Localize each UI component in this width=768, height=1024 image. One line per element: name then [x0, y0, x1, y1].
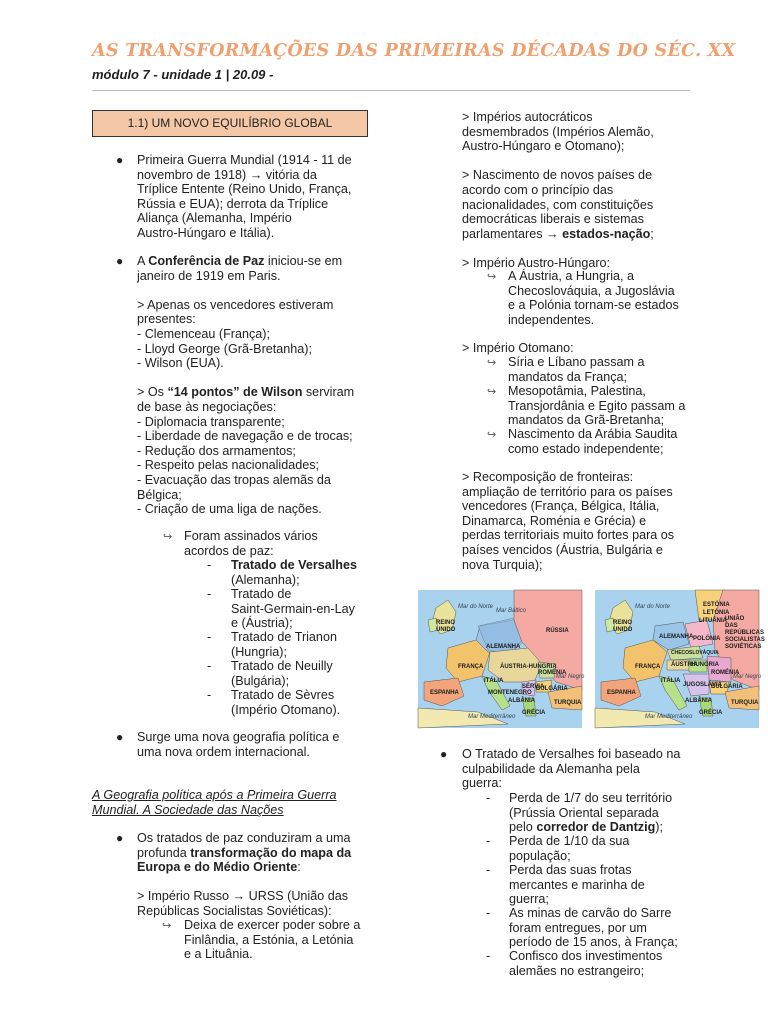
text-line: (Bulgária); [231, 673, 290, 688]
paragraph-austria-hungary [508, 269, 708, 327]
map-label: ÁUSTRIA [671, 662, 698, 668]
bullet-icon: ● [116, 153, 124, 167]
dash-bullet-icon: - [486, 834, 491, 848]
map-label: ALEMANHA [659, 634, 694, 640]
paragraph-ottoman-title [462, 341, 712, 356]
text-line: - Evacuação das tropas alemãs da [137, 472, 331, 487]
text-line: Síria e Líbano passam a [508, 355, 645, 369]
map-europe-after-war [595, 590, 765, 728]
text-line: - Wilson (EUA). [137, 356, 224, 371]
text-line: Perda das suas frotas [509, 863, 632, 877]
map-label: ESTÓNIA [703, 602, 730, 608]
text-line: Surge uma nova geografia política e [137, 730, 340, 744]
map-label: REINO UNIDO [613, 620, 633, 633]
map-label: ESPANHA [430, 690, 459, 696]
text-line: Nascimento da Arábia Saudita [508, 427, 678, 441]
text-line: presentes: [137, 312, 196, 327]
paragraph-ww1 [137, 153, 377, 241]
text-line: Os tratados de paz conduziram a uma [137, 831, 351, 845]
map-label: Mar Mediterrâneo [468, 714, 516, 720]
text-line: países vencidos (Áustria, Bulgária e [462, 542, 663, 557]
text-line [137, 846, 377, 861]
arrow-bullet-icon: ↪ [162, 920, 172, 932]
text-span: profunda [137, 845, 191, 860]
text-line: Foram assinados vários [184, 529, 318, 543]
paragraph-treaties-intro [184, 529, 374, 558]
map-label: UNIÃO DAS REPÚBLICAS SOCIALISTAS SOVIÉTICAS [725, 616, 765, 650]
text-line: (Império Otomano). [231, 702, 341, 717]
text-line: janeiro de 1919 em Paris. [137, 268, 281, 283]
text-span: A [137, 254, 149, 268]
text-line: - Respeito pelas nacionalidades; [137, 458, 320, 473]
dash-bullet-icon: - [486, 949, 491, 963]
text-line: Perda de 1/10 da sua [509, 834, 630, 848]
text-line: > Recomposição de fronteiras: [462, 470, 634, 484]
paragraph-ottoman-mesopotamia [508, 384, 708, 428]
map-label: FRANÇA [458, 664, 484, 670]
text-line: Checoslováquia, a Jugoslávia [508, 283, 675, 298]
map-label: ÁUSTRIA-HUNGRIA [500, 664, 557, 670]
versailles-saar [509, 906, 719, 950]
map-label: Mar Negro [556, 674, 585, 680]
text-line: de base às negociações: [137, 399, 277, 414]
text-span: > Os [137, 385, 168, 400]
map-after-graphic [595, 590, 765, 728]
text-line: acordos de paz: [184, 543, 274, 558]
text-line: Finlândia, a Estónia, a Letónia [184, 932, 354, 947]
map-label: GRÉCIA [522, 710, 546, 716]
text-line: Austro-Húngaro e Itália). [137, 225, 275, 240]
versailles-investments [509, 949, 719, 978]
arrow-bullet-icon: ↪ [163, 531, 173, 543]
map-label: ALBÂNIA [508, 698, 535, 704]
paragraph-map-transformation [137, 831, 377, 919]
treaty-saint-germain [231, 587, 381, 631]
text-line: Transjordânia e Egito passam a [508, 398, 686, 413]
arrow-bullet-icon: ↪ [487, 429, 497, 441]
map-label: TURQUIA [731, 700, 759, 706]
text-line: alemães no estrangeiro; [509, 963, 645, 978]
text-line: foram entregues, por um [509, 920, 647, 935]
map-label: ESPANHA [607, 690, 636, 696]
text-line: nacionalidades, com constituições [462, 197, 654, 212]
arrow-bullet-icon: ↪ [487, 271, 497, 283]
text-line: > Império Russo → URSS (União das [137, 889, 349, 904]
text-line: Confisco dos investimentos [509, 949, 663, 963]
treaty-versailles [231, 558, 381, 587]
map-label: ALEMANHA [486, 644, 521, 650]
text-line: guerra: [462, 776, 502, 791]
text-line: Deixa de exercer poder sobre a [184, 918, 361, 932]
text-line: Perda de 1/7 do seu território [509, 791, 673, 805]
paragraph-peace-conference [137, 254, 377, 517]
text-line: desmembrados (Impérios Alemão, [462, 124, 654, 139]
document-subtitle: módulo 7 - unidade 1 | 20.09 - [92, 67, 274, 82]
text-line: - Liberdade de navegação e de trocas; [137, 429, 353, 444]
text-line: - Criação de uma liga de nações. [137, 502, 322, 517]
versailles-population [509, 834, 719, 863]
text-line: Tratado de Trianon [231, 630, 337, 644]
text-line: Tratado de Neuilly [231, 659, 333, 673]
text-line: O Tratado de Versalhes foi baseado na [462, 747, 681, 761]
text-span: ); [655, 820, 663, 835]
text-line: > Império Otomano: [462, 341, 574, 355]
map-label: ROMÉNIA [711, 670, 740, 676]
text-span: iniciou-se em [264, 254, 343, 268]
map-europe-before-war [418, 590, 585, 728]
dash-bullet-icon: - [486, 863, 491, 877]
bullet-icon: ● [116, 254, 124, 268]
text-line: mandatos da Grã-Bretanha; [508, 413, 665, 428]
paragraph-versailles-basis [462, 747, 722, 791]
header-divider [92, 90, 690, 91]
text-span: pelo [509, 820, 537, 835]
text-line: Mundial. A Sociedade das Nações [92, 802, 284, 817]
text-line: vencedores (França, Bélgica, Itália, [462, 499, 660, 514]
text-line: > Nascimento de novos países de [462, 168, 653, 183]
bold-term: “14 pontos” de Wilson [167, 385, 303, 400]
bold-term: estados-nação [562, 226, 651, 241]
arrow-bullet-icon: ↪ [487, 357, 497, 369]
text-line: democráticas liberais e sistemas [462, 212, 644, 227]
text-line: perdas territoriais muito fortes para os [462, 528, 675, 543]
text-line: Tratado de Sèvres [231, 688, 335, 702]
text-line: > Império Austro-Húngaro: [462, 255, 611, 270]
subheading-political-geography [92, 788, 382, 817]
text-span: ; [650, 226, 654, 241]
text-line: e (Áustria); [231, 616, 293, 631]
text-line: período de 15 anos, à França; [509, 935, 678, 950]
bold-term: Europa e do Médio Oriente [137, 860, 298, 875]
text-line: acordo com o princípio das [462, 182, 614, 197]
text-line: (Hungria); [231, 644, 287, 659]
text-line: mercantes e marinha de [509, 877, 645, 892]
text-line: Rússia e EUA); derrota da Tríplice [137, 196, 329, 211]
text-line: e a Lituânia. [184, 947, 253, 962]
text-line: > Apenas os vencedores estiveram [137, 297, 334, 312]
bold-term: Tratado de Versalhes [231, 558, 357, 572]
text-line [137, 385, 377, 400]
text-line: A Áustria, a Hungria, a [508, 269, 635, 283]
map-label: ALBÂNIA [685, 698, 712, 704]
text-line: Repúblicas Socialistas Soviéticas): [137, 903, 332, 918]
text-line: população; [509, 848, 571, 863]
text-line: - Clemenceau (França); [137, 326, 270, 341]
text-line [137, 860, 377, 875]
text-line: - Redução dos armamentos; [137, 443, 296, 458]
text-line: (Alemanha); [231, 572, 300, 587]
map-label: TURQUIA [554, 700, 582, 706]
versailles-territory [509, 791, 719, 835]
text-line: Bélgica; [137, 487, 182, 502]
bold-term: corredor de Dantzig [536, 820, 656, 835]
treaty-sevres [231, 688, 381, 717]
text-line: (Prússia Oriental separada [509, 805, 659, 820]
text-line: - Lloyd George (Grã-Bretanha); [137, 341, 312, 356]
paragraph-new-geography [137, 730, 377, 759]
map-label: Mar Mediterrâneo [645, 714, 693, 720]
bullet-icon: ● [440, 747, 448, 761]
bullet-icon: ● [116, 831, 124, 845]
text-line: A Geografia política após a Primeira Guerra [92, 788, 337, 802]
text-line: como estado independente; [508, 441, 664, 456]
section-heading [92, 110, 368, 137]
text-line [137, 254, 377, 269]
text-line [509, 820, 719, 835]
text-span: serviram [302, 385, 355, 400]
map-label: MONTENEGRO [488, 690, 532, 696]
arrow-bullet-icon: ↪ [487, 386, 497, 398]
text-line: culpabilidade da Alemanha pela [462, 761, 640, 776]
paragraph-ottoman-syria [508, 355, 708, 384]
map-label: FRANÇA [635, 664, 661, 670]
section-heading-label: 1.1) UM NOVO EQUILÍBRIO GLOBAL [127, 116, 333, 131]
dash-bullet-icon: - [207, 587, 212, 601]
treaty-trianon [231, 630, 381, 659]
text-line: Saint-Germain-en-Lay [231, 601, 355, 616]
text-line: > Impérios autocráticos [462, 110, 593, 124]
versailles-fleets [509, 863, 719, 907]
text-span: : [297, 860, 301, 875]
map-label: Mar Negro [733, 674, 762, 680]
text-line: uma nova ordem internacional. [137, 744, 310, 759]
text-line: Aliança (Alemanha, Império [137, 211, 292, 226]
paragraph-ottoman-saudi [508, 427, 708, 456]
text-line: e a Polónia tornam-se estados [508, 298, 679, 313]
text-line [462, 227, 712, 242]
map-label: HUNGRIA [691, 662, 719, 668]
text-line: As minas de carvão do Sarre [509, 906, 672, 920]
text-line: ampliação de território para os países [462, 484, 673, 499]
text-line: Tríplice Entente (Reino Unido, França, [137, 182, 352, 197]
map-label: BULGÁRIA [711, 684, 743, 690]
map-label: REINO UNIDO [436, 620, 456, 633]
map-label: RÚSSIA [546, 628, 569, 634]
map-label: LETÓNIA [703, 610, 730, 616]
text-line: Austro-Húngaro e Otomano); [462, 139, 625, 154]
map-label: Mar Báltico [496, 608, 527, 614]
bullet-icon: ● [116, 730, 124, 744]
text-line: Tratado de [231, 587, 292, 601]
map-label: JUGOSLÁVIA [683, 682, 723, 688]
map-label: BULGÁRIA [536, 686, 568, 692]
dash-bullet-icon: - [486, 791, 491, 805]
paragraph-russia-loss [184, 918, 379, 962]
bold-term: Conferência de Paz [148, 254, 265, 268]
map-label: ITÁLIA [484, 678, 504, 684]
text-line: Primeira Guerra Mundial (1914 - 11 de [137, 153, 352, 167]
map-label: Mar do Norte [458, 604, 494, 610]
map-label: LITUÂNIA [699, 618, 727, 624]
text-line: Dinamarca, Roménia e Grécia) e [462, 513, 647, 528]
dash-bullet-icon: - [207, 558, 212, 572]
treaty-neuilly [231, 659, 381, 688]
paragraph-border-recomposition [462, 470, 722, 572]
dash-bullet-icon: - [207, 659, 212, 673]
map-label: CHECOSLOVÁQUIA [671, 650, 719, 656]
map-label: POLÓNIA [693, 636, 721, 642]
text-line: guerra; [509, 892, 549, 907]
dash-bullet-icon: - [486, 906, 491, 920]
text-line: novembro de 1918) → vitória da [137, 167, 317, 182]
text-span: parlamentares → [462, 226, 563, 241]
dash-bullet-icon: - [207, 630, 212, 644]
map-label: GRÉCIA [699, 710, 723, 716]
text-line: nova Turquia); [462, 557, 543, 572]
text-line: mandatos da França; [508, 369, 628, 384]
text-line: Mesopotâmia, Palestina, [508, 384, 646, 398]
map-label: SÉRVIA [522, 684, 545, 690]
document-title: AS TRANSFORMAÇÕES DAS PRIMEIRAS DÉCADAS DO SÉC. XX [92, 41, 736, 61]
map-label: Mar do Norte [635, 604, 671, 610]
map-label: ITÁLIA [661, 678, 681, 684]
dash-bullet-icon: - [207, 688, 212, 702]
map-label: ROMÉNIA [538, 670, 567, 676]
text-line: - Diplomacia transparente; [137, 414, 285, 429]
bold-term: transformação do mapa da [190, 845, 352, 860]
text-line: independentes. [508, 312, 595, 327]
paragraph-empires-dismembered [462, 110, 712, 271]
